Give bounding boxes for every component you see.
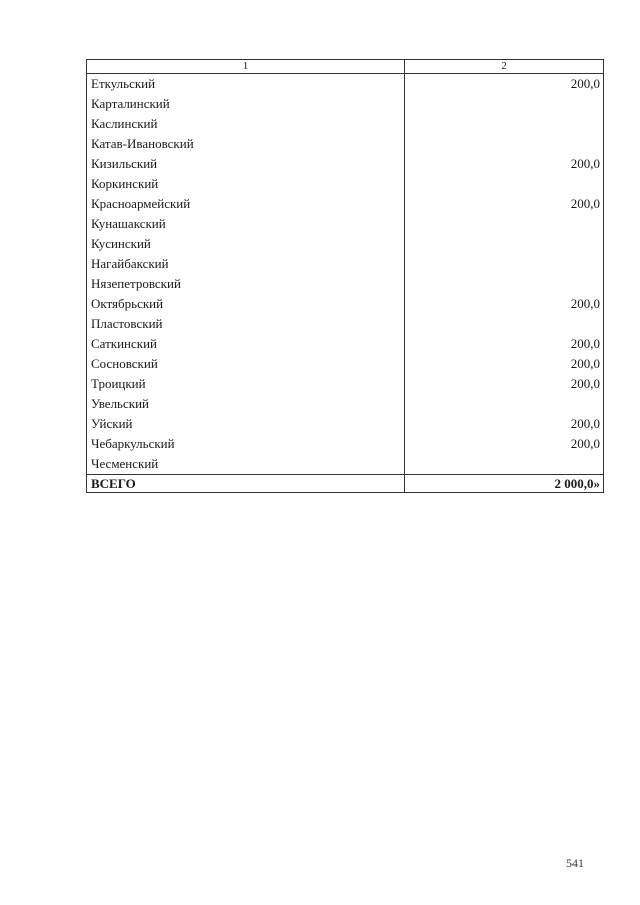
table-row <box>87 294 604 314</box>
district-name: Троицкий <box>87 374 405 394</box>
district-name: Саткинский <box>87 334 405 354</box>
amount-value <box>405 234 604 254</box>
table-body <box>87 74 604 475</box>
district-name: Катав-Ивановский <box>87 134 405 154</box>
district-name: Октябрьский <box>87 294 405 314</box>
table-row <box>87 354 604 374</box>
district-name: Уйский <box>87 414 405 434</box>
table-row <box>87 274 604 294</box>
table-row <box>87 94 604 114</box>
district-name: Еткульский <box>87 74 405 95</box>
district-name: Чесменский <box>87 454 405 475</box>
district-name: Увельский <box>87 394 405 414</box>
amount-value: 200,0 <box>405 194 604 214</box>
allocation-table <box>86 59 604 493</box>
amount-value <box>405 454 604 475</box>
district-name: Кунашакский <box>87 214 405 234</box>
table-row <box>87 314 604 334</box>
district-name: Нязепетровский <box>87 274 405 294</box>
table-row <box>87 174 604 194</box>
amount-value <box>405 274 604 294</box>
amount-value <box>405 394 604 414</box>
table-row <box>87 74 604 95</box>
table-row <box>87 414 604 434</box>
district-name: Пластовский <box>87 314 405 334</box>
district-name: Кизильский <box>87 154 405 174</box>
table-row <box>87 134 604 154</box>
amount-value <box>405 134 604 154</box>
table-row <box>87 114 604 134</box>
amount-value: 200,0 <box>405 354 604 374</box>
amount-value <box>405 254 604 274</box>
table-row <box>87 234 604 254</box>
district-name: Чебаркульский <box>87 434 405 454</box>
page-number: 541 <box>566 856 584 870</box>
amount-value: 200,0 <box>405 294 604 314</box>
district-name: Сосновский <box>87 354 405 374</box>
amount-value <box>405 214 604 234</box>
header-row <box>87 60 604 74</box>
column-header-2: 2 <box>405 60 604 74</box>
total-value: 2 000,0» <box>405 475 604 493</box>
amount-value: 200,0 <box>405 374 604 394</box>
district-name: Нагайбакский <box>87 254 405 274</box>
amount-value: 200,0 <box>405 154 604 174</box>
amount-value: 200,0 <box>405 434 604 454</box>
district-name: Карталинский <box>87 94 405 114</box>
total-label: ВСЕГО <box>87 475 405 493</box>
table-row <box>87 334 604 354</box>
amount-value: 200,0 <box>405 414 604 434</box>
amount-value <box>405 114 604 134</box>
district-name: Красноармейский <box>87 194 405 214</box>
table-row <box>87 394 604 414</box>
table-row <box>87 254 604 274</box>
amount-value <box>405 174 604 194</box>
table-row <box>87 154 604 174</box>
amount-value <box>405 94 604 114</box>
table-row <box>87 434 604 454</box>
district-name: Каслинский <box>87 114 405 134</box>
total-row <box>87 475 604 493</box>
column-header-1: 1 <box>87 60 405 74</box>
district-name: Кусинский <box>87 234 405 254</box>
amount-value: 200,0 <box>405 74 604 95</box>
table-row <box>87 374 604 394</box>
amount-value: 200,0 <box>405 334 604 354</box>
table-row <box>87 194 604 214</box>
table-row <box>87 454 604 475</box>
amount-value <box>405 314 604 334</box>
district-name: Коркинский <box>87 174 405 194</box>
table-row <box>87 214 604 234</box>
